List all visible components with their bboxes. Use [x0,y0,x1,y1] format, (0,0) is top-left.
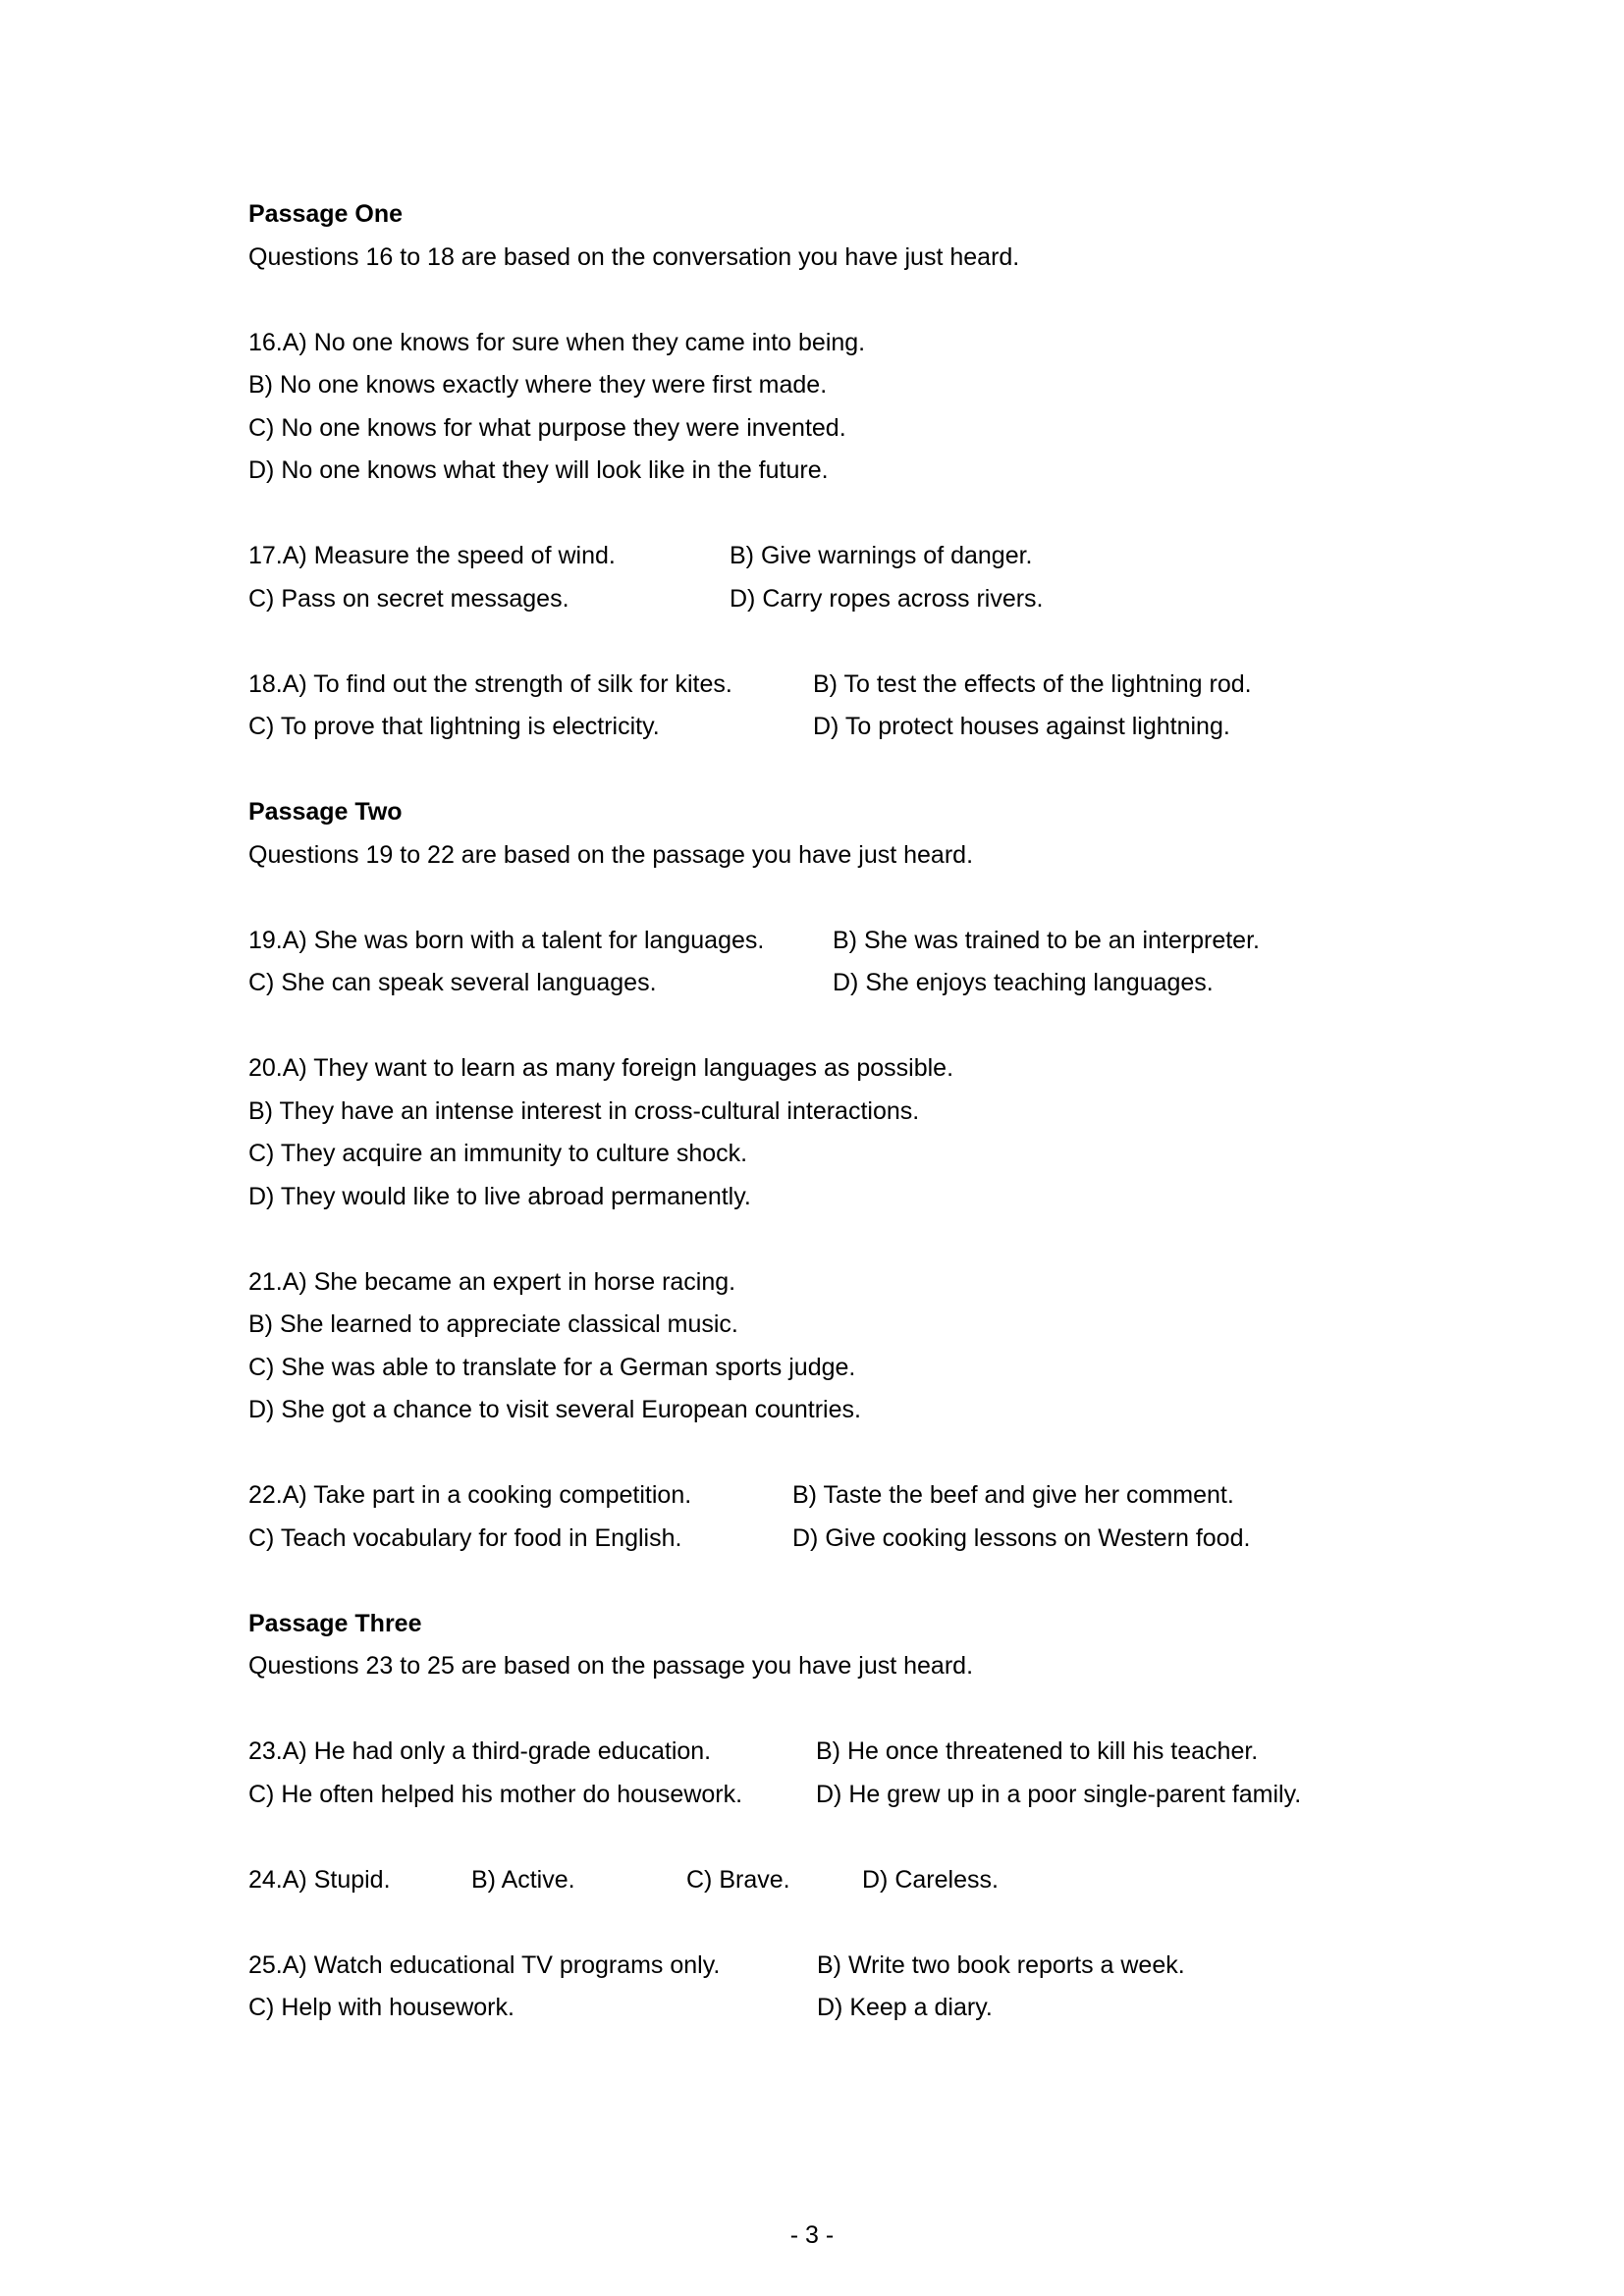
spacer [248,1005,1476,1048]
question-24-row [248,1859,1476,1902]
passage-two-heading: Passage Two [248,798,403,826]
question-18-option-d: D) To protect houses against lightning. [813,713,1230,740]
question-23-option-a: 23.A) He had only a third-grade education. [248,1737,712,1765]
question-21-option-b: B) She learned to appreciate classical music. [248,1310,738,1338]
question-21-option-c: C) She was able to translate for a German sports judge. [248,1353,856,1381]
question-24-option-d: D) Careless. [862,1865,999,1894]
passage-two-intro: Questions 19 to 22 are based on the passage you have just heard. [248,840,974,869]
question-19-row-2 [248,962,1476,1005]
question-19-option-d: D) She enjoys teaching languages. [833,969,1214,996]
question-19-option-b: B) She was trained to be an interpreter. [833,926,1260,954]
question-25-option-d: D) Keep a diary. [817,1994,993,2021]
spacer [248,1688,1476,1732]
question-22-option-d: D) Give cooking lessons on Western food. [792,1523,1251,1552]
question-22-option-a: 22.A) Take part in a cooking competition. [248,1481,692,1509]
question-19-row-1 [248,920,1476,963]
passage-three-intro: Questions 23 to 25 are based on the passage you have just heard. [248,1652,974,1680]
spacer [248,1560,1476,1603]
spacer [248,749,1476,792]
question-23-row-2 [248,1774,1476,1817]
question-23-option-c: C) He often helped his mother do housework. [248,1780,743,1808]
question-16-option-a: 16.A) No one knows for sure when they came into being. [248,328,866,356]
question-18-option-b: B) To test the effects of the lightning rod. [813,669,1252,698]
question-25-option-c: C) Help with housework. [248,1994,514,2021]
question-16-option-b: B) No one knows exactly where they were first made. [248,371,828,399]
spacer [248,279,1476,322]
spacer [248,1901,1476,1945]
question-17-option-c: C) Pass on secret messages. [248,584,569,613]
question-16-option-d: D) No one knows what they will look like in the future. [248,456,829,484]
question-23-option-d: D) He grew up in a poor single-parent family. [816,1780,1302,1808]
spacer [248,1432,1476,1475]
question-22-row-1 [248,1474,1476,1518]
question-17-option-a: 17.A) Measure the speed of wind. [248,542,616,569]
spacer [248,620,1476,664]
question-20-option-a: 20.A) They want to learn as many foreign languages as possible. [248,1054,954,1082]
question-16-option-c: C) No one knows for what purpose they were invented. [248,413,846,442]
question-18-option-a: 18.A) To find out the strength of silk for kites. [248,669,732,698]
spacer [248,493,1476,536]
question-18-row-2 [248,706,1476,749]
question-17-row-1 [248,535,1476,578]
passage-one-intro: Questions 16 to 18 are based on the conversation you have just heard. [248,242,1020,271]
question-20-option-c: C) They acquire an immunity to culture shock. [248,1140,748,1167]
question-19-option-a: 19.A) She was born with a talent for languages. [248,926,765,954]
question-17-row-2 [248,578,1476,621]
question-22-option-c: C) Teach vocabulary for food in English. [248,1523,682,1552]
question-20-option-b: B) They have an intense interest in cross-cultural interactions. [248,1096,920,1125]
question-23-row-1 [248,1731,1476,1774]
spacer [248,877,1476,920]
passage-one-heading: Passage One [248,200,404,228]
spacer [248,1218,1476,1261]
spacer [248,1816,1476,1859]
question-25-option-b: B) Write two book reports a week. [817,1950,1185,1979]
question-18-option-c: C) To prove that lightning is electricity. [248,713,660,740]
question-25-row-2 [248,1987,1476,2030]
question-24-option-b: B) Active. [471,1865,575,1894]
question-21-option-a: 21.A) She became an expert in horse racing. [248,1267,736,1296]
question-22-row-2 [248,1518,1476,1561]
question-17-option-d: D) Carry ropes across rivers. [730,584,1044,613]
question-25-option-a: 25.A) Watch educational TV programs only. [248,1950,721,1979]
document-body [248,193,1476,2030]
passage-three-heading: Passage Three [248,1609,422,1637]
question-24-option-c: C) Brave. [686,1865,790,1894]
question-19-option-c: C) She can speak several languages. [248,969,657,996]
question-23-option-b: B) He once threatened to kill his teacher. [816,1737,1259,1765]
question-17-option-b: B) Give warnings of danger. [730,542,1033,569]
question-25-row-1 [248,1945,1476,1988]
question-18-row-1 [248,664,1476,707]
question-24-option-a: 24.A) Stupid. [248,1865,391,1894]
question-20-option-d: D) They would like to live abroad permanently. [248,1182,751,1210]
page-number: - 3 - [789,2221,835,2249]
question-21-option-d: D) She got a chance to visit several European countries. [248,1396,861,1423]
question-22-option-b: B) Taste the beef and give her comment. [792,1481,1234,1509]
